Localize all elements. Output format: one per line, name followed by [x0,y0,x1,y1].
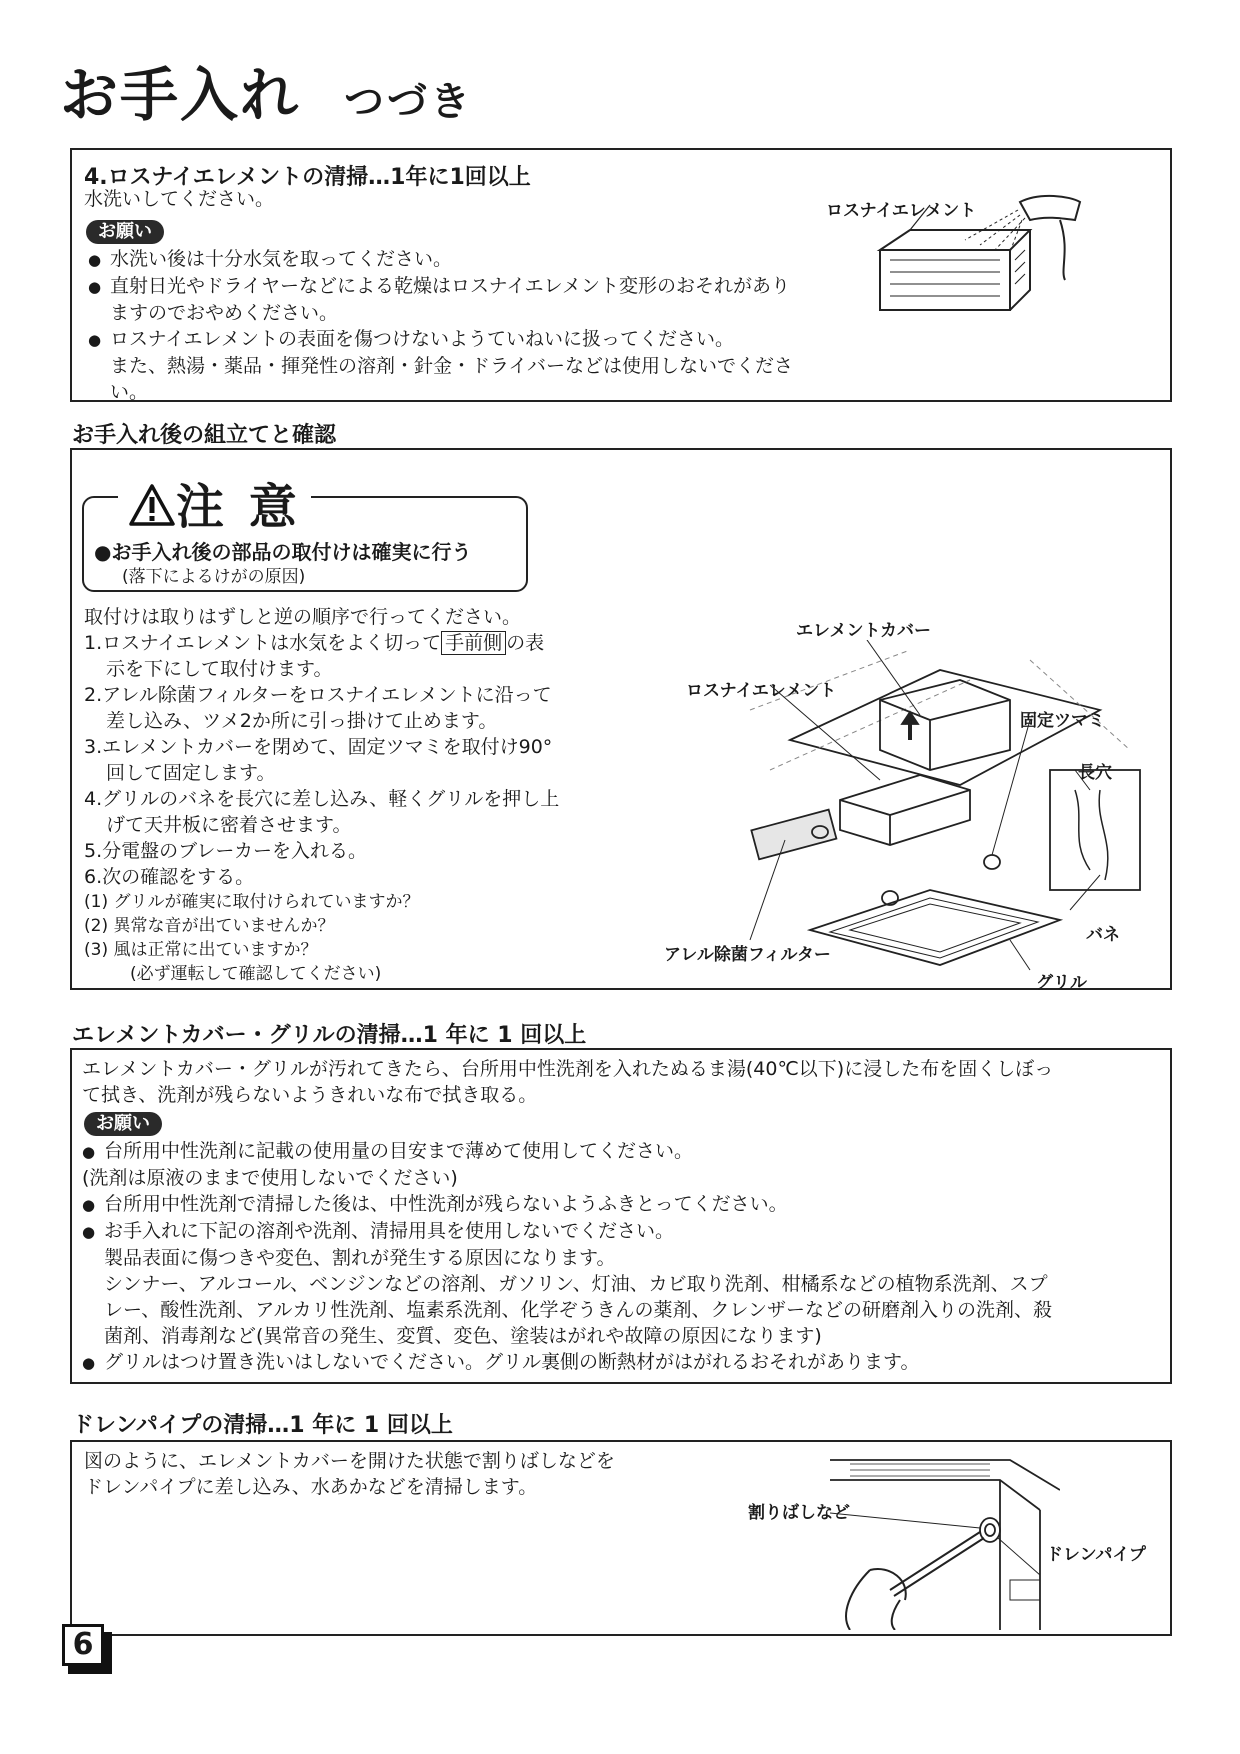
notice-item-cont: また、熱湯・薬品・揮発性の溶剤・針金・ドライバーなどは使用しないでください。 [110,355,794,403]
step-1-cont: 示を下にして取付けます。 [106,658,333,680]
reassembly-intro: 取付けは取りはずしと逆の順序で行ってください。 [84,606,522,628]
drain-pipe-text [84,1448,615,1500]
drain-line-2: ドレンパイプに差し込み、水あかなどを清掃します。 [84,1476,538,1498]
cover-grille-content [82,1056,1162,1376]
cover-notice-note: (洗剤は原液のままで使用しないでください) [82,1167,458,1189]
page-number: 6 [62,1624,104,1666]
caution-title-text: 注 意 [176,479,301,535]
cover-grille-intro-1: エレメントカバー・グリルが汚れてきたら、台所用中性洗剤を入れたぬるま湯(40℃以下)に浸した布を固くしぼっ [82,1058,1054,1080]
notice-label-2: お願い [84,1112,162,1136]
check-1: (1) グリルが確実に取付けられていますか？ [84,892,420,912]
lossnay-element-label-2: ロスナイエレメント [686,681,837,701]
lossnay-wash-illustration [870,190,1090,330]
cover-notice-item: ● グリルはつけ置き洗いはしないでください。グリル裏側の断熱材がはがれるおそれがあります。 [82,1349,1162,1376]
cover-notice-cont: レー、酸性洗剤、アルカリ性洗剤、塩素系洗剤、化学ぞうきんの薬剤、クレンザーなどの研磨剤入りの洗剤、殺 [104,1299,1053,1321]
lossnay-cleaning-heading: 4.ロスナイエレメントの清掃…1年に1回以上 [84,165,531,190]
step-4-cont: げて天井板に密着させます。 [106,814,352,836]
spring-label: バネ [1086,925,1120,945]
slot-label: 長穴 [1078,763,1112,783]
notice-item: ● 水洗い後は十分水気を取ってください。 [88,246,808,273]
cover-notice-cont: 菌剤、消毒剤など(異常音の発生、変質、変色、塗装はがれや故障の原因になります) [104,1325,822,1347]
step-2-cont: 差し込み、ツメ2か所に引っ掛けて止めます。 [106,710,498,732]
warning-triangle-icon [128,483,176,527]
cover-grille-intro-2: て拭き、洗剤が残らないようきれいな布で拭き取る。 [82,1084,538,1106]
reassembly-steps [84,604,624,986]
caution-bullet-text: お手入れ後の部品の取付けは確実に行う [111,540,472,564]
lossnay-element-label: ロスナイエレメント [826,201,977,221]
filter-label: アレル除菌フィルター [664,945,831,965]
drain-pipe-label: ドレンパイプ [1046,1545,1146,1565]
step-1: 1.ロスナイエレメントは水気をよく切って 手前側 の表 [84,632,545,654]
element-cover-label: エレメントカバー [796,621,931,641]
cover-notice-item: ● 台所用中性洗剤で清掃した後は、中性洗剤が残らないようふきとってください。 [82,1191,1162,1218]
notice-item: ● ロスナイエレメントの表面を傷つけないようていねいに扱ってください。 [88,326,808,353]
notice-badge-2 [84,1112,1162,1136]
drain-cleaning-illustration [830,1450,1060,1630]
step-5: 5.分電盤のブレーカーを入れる。 [84,840,367,862]
caution-bullet: ●お手入れ後の部品の取付けは確実に行う [94,540,472,564]
notice-label-1: お願い [86,220,164,244]
check-2: (2) 異常な音が出ていませんか？ [84,916,335,936]
notice-item: ● 直射日光やドライヤーなどによる乾燥はロスナイエレメント変形のおそれがありますのでおやめください。 [88,273,808,326]
check-3: (3) 風は正常に出ていますか？ [84,940,318,960]
notice-badge-1 [86,220,164,244]
chopsticks-label: 割りばしなど [748,1503,850,1523]
caution-note: (落下によるけがの原因) [122,567,306,587]
drain-pipe-heading: ドレンパイプの清掃…1 年に 1 回以上 [72,1413,453,1438]
lossnay-notice-list [88,246,808,405]
grille-label: グリル [1036,973,1087,993]
cover-notice-item: ● 台所用中性洗剤に記載の使用量の目安まで薄めて使用してください。 [82,1138,1162,1165]
caution-title [118,468,311,537]
cover-grille-heading: エレメントカバー・グリルの清掃…1 年に 1 回以上 [72,1023,587,1048]
reassembly-heading: お手入れ後の組立てと確認 [72,423,337,448]
page-title-sub: つづき [344,79,474,125]
step-2: 2.アレル除菌フィルターをロスナイエレメントに沿って [84,684,552,706]
assembly-illustration [730,640,1160,980]
check-3-note: (必ず運転して確認してください) [130,964,382,984]
page-title [60,48,473,132]
step-3-cont: 回して固定します。 [106,762,276,784]
lossnay-cleaning-intro: 水洗いしてください。 [84,188,275,210]
cover-notice-item: ● お手入れに下記の溶剤や洗剤、清掃用具を使用しないでください。 [82,1218,1162,1245]
front-side-mark: 手前側 [441,631,506,655]
step-3: 3.エレメントカバーを閉めて、固定ツマミを取付け90° [84,736,553,758]
drain-line-1: 図のように、エレメントカバーを開けた状態で割りばしなどを [84,1450,615,1472]
cover-notice-cont: シンナー、アルコール、ベンジンなどの溶剤、ガソリン、灯油、カビ取り洗剤、柑橘系などの植物系洗剤、スプ [104,1273,1048,1295]
cover-notice-cont: 製品表面に傷つきや変色、割れが発生する原因になります。 [104,1247,616,1269]
knob-label: 固定ツマミ [1020,711,1105,731]
page-title-main: お手入れ [60,61,301,129]
step-6: 6.次の確認をする。 [84,866,255,888]
step-4: 4.グリルのバネを長穴に差し込み、軽くグリルを押し上 [84,788,560,810]
